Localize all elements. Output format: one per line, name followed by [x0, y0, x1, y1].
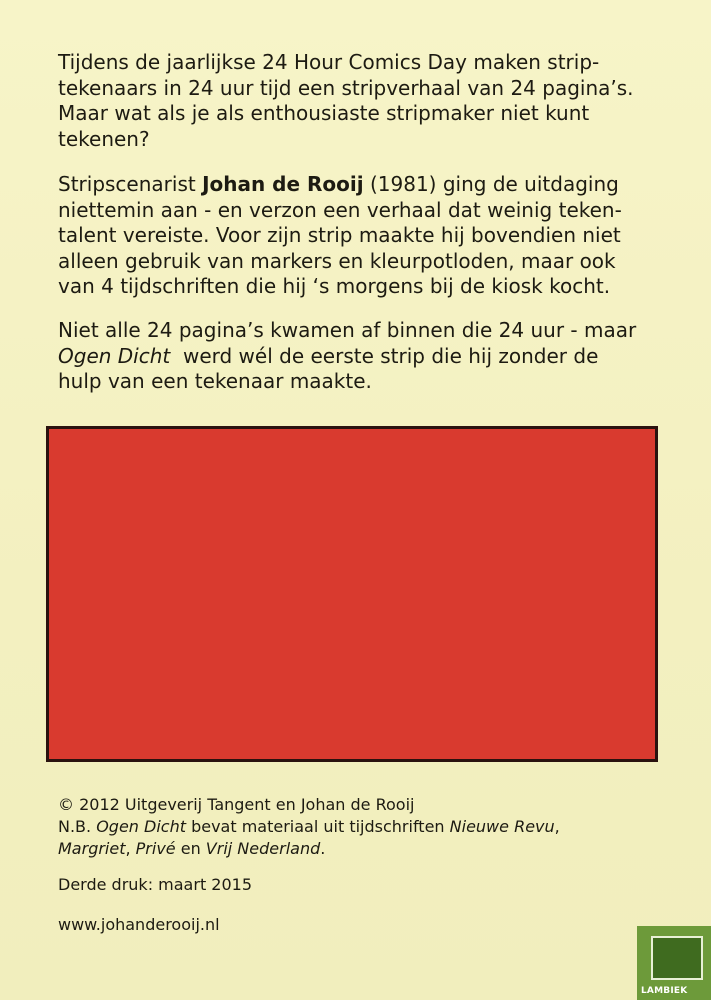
- nb-line-2: [58, 839, 325, 858]
- intro-line: Tijdens de jaarlijkse 24 Hour Comics Day maken strip-: [58, 50, 600, 74]
- author-paragraph: [58, 172, 658, 300]
- nb-separator: ,: [554, 817, 560, 836]
- magazine-name: Vrij Nederland: [205, 839, 321, 858]
- result-line: hulp van een tekenaar maakte.: [58, 369, 372, 393]
- intro-paragraph: [58, 50, 658, 152]
- author-line: alleen gebruik van markers en kleurpotloden, maar ook: [58, 248, 616, 273]
- website-url: www.johanderooij.nl: [58, 915, 220, 934]
- author-line: niettemin aan - en verzon een verhaal dat weinig teken-: [58, 197, 622, 222]
- nb-separator: en: [175, 839, 206, 858]
- author-line: [58, 172, 619, 196]
- result-line-post: werd wél de eerste strip die hij zonder de: [170, 343, 599, 368]
- print-info: Derde druk: maart 2015: [58, 875, 253, 894]
- author-line-post: (1981) ging de uitdaging: [363, 172, 619, 196]
- book-title: Ogen Dicht: [58, 343, 171, 368]
- nb-prefix: N.B.: [58, 817, 97, 836]
- author-line: van 4 tijdschriften die hij ‘s morgens bij de kiosk kocht.: [58, 274, 611, 298]
- author-line: talent vereiste. Voor zijn strip maakte hij bovendien niet: [58, 223, 621, 247]
- result-paragraph: [58, 318, 658, 395]
- red-image-panel: [46, 426, 658, 762]
- nb-separator: .: [320, 839, 326, 858]
- logo-square: [651, 936, 703, 980]
- nb-book-title: Ogen Dicht: [96, 817, 186, 836]
- result-line: [58, 344, 598, 368]
- result-line: Niet alle 24 pagina’s kwamen af binnen die 24 uur - maar: [58, 318, 637, 342]
- nb-line: [58, 817, 560, 836]
- copyright-line: © 2012 Uitgeverij Tangent en Johan de Rooij: [58, 795, 415, 814]
- magazine-name: Margriet: [58, 839, 126, 858]
- magazine-name: Privé: [135, 839, 176, 858]
- nb-separator: ,: [125, 839, 136, 858]
- intro-line: Maar wat als je als enthousiaste stripmaker niet kunt: [58, 101, 590, 125]
- author-name: Johan de Rooij: [202, 172, 364, 196]
- intro-line: tekenaars in 24 uur tijd een stripverhaal van 24 pagina’s.: [58, 75, 634, 100]
- watermark-text: LAMBIEK: [641, 986, 688, 996]
- lambiek-logo-icon: [637, 926, 711, 1000]
- author-line-pre: Stripscenarist: [58, 172, 203, 196]
- nb-text: bevat materiaal uit tijdschriften: [186, 817, 450, 836]
- intro-line: tekenen?: [58, 126, 150, 151]
- credits-block: [58, 794, 618, 860]
- magazine-name: Nieuwe Revu: [449, 817, 555, 836]
